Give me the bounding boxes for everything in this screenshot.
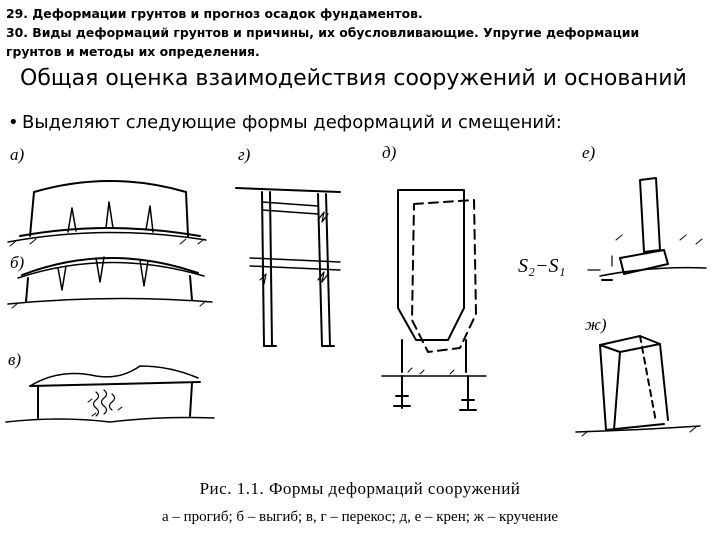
diagram-a-deflection [8, 145, 206, 246]
header-line-3: грунтов и методы их определения. [6, 44, 260, 59]
header-line-2: 30. Виды деформаций грунтов и причины, их обусловливающие. Упругие деформации [6, 25, 640, 40]
header-line-1: 29. Деформации грунтов и прогноз осадок фундаментов. [6, 6, 423, 21]
slide-title: Общая оценка взаимодействия сооружений и оснований [20, 66, 687, 91]
figure-caption-title: Рис. 1.1. Формы деформаций сооружений [199, 479, 521, 498]
deformation-figure [0, 140, 720, 470]
label-g: г) [238, 145, 251, 164]
bullet-marker: • [8, 112, 19, 133]
diagram-v-skew [6, 350, 214, 422]
settlement-label: S₂−S₁ [518, 255, 566, 277]
label-zh: ж) [585, 315, 607, 334]
bullet-item [8, 112, 562, 133]
label-a: а) [10, 145, 25, 164]
label-d: д) [382, 143, 397, 162]
diagram-d-tilt [382, 143, 486, 410]
diagram-b-hogging [8, 253, 212, 308]
label-v: в) [8, 350, 22, 369]
bullet-text: Выделяют следующие формы деформаций и смещений: [22, 112, 562, 133]
diagram-zh-torsion [576, 315, 700, 436]
diagram-g-frame-skew [236, 145, 340, 346]
label-b: б) [10, 253, 25, 272]
diagram-e-tilt [518, 143, 706, 280]
figure-caption-legend: а – прогиб; б – выгиб; в, г – перекос; д, е – крен; ж – кручение [161, 509, 559, 525]
label-e: е) [582, 143, 596, 162]
lecture-header [6, 4, 716, 61]
